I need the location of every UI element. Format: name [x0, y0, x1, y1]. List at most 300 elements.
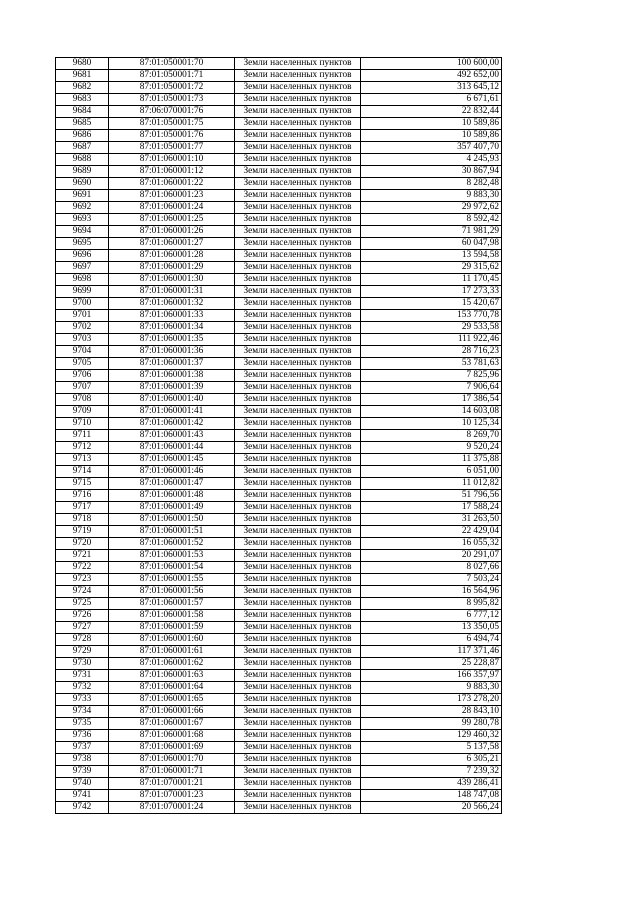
table-row: [56, 322, 502, 334]
cadastral-number-cell: 87:01:060001:12: [109, 166, 235, 178]
land-category-cell: Земли населенных пунктов: [235, 730, 361, 742]
cadastral-value-cell: 22 429,04: [361, 526, 502, 538]
cadastral-value-cell: 17 588,24: [361, 502, 502, 514]
cadastral-value-cell: 8 592,42: [361, 214, 502, 226]
land-category-cell: Земли населенных пунктов: [235, 442, 361, 454]
cadastral-number-cell: 87:01:060001:54: [109, 562, 235, 574]
table-row: [56, 634, 502, 646]
land-category-cell: Земли населенных пунктов: [235, 190, 361, 202]
table-row: [56, 622, 502, 634]
cadastral-number-cell: 87:01:060001:26: [109, 226, 235, 238]
row-number-cell: 9705: [56, 358, 109, 370]
cadastral-value-cell: 117 371,46: [361, 646, 502, 658]
land-category-cell: Земли населенных пунктов: [235, 478, 361, 490]
cadastral-value-cell: 5 137,58: [361, 742, 502, 754]
cadastral-value-cell: 148 747,08: [361, 790, 502, 802]
cadastral-number-cell: 87:01:060001:55: [109, 574, 235, 586]
cadastral-value-cell: 29 972,62: [361, 202, 502, 214]
cadastral-number-cell: 87:01:060001:62: [109, 658, 235, 670]
land-category-cell: Земли населенных пунктов: [235, 238, 361, 250]
cadastral-value-cell: 492 652,00: [361, 70, 502, 82]
cadastral-number-cell: 87:01:060001:22: [109, 178, 235, 190]
cadastral-number-cell: 87:01:060001:51: [109, 526, 235, 538]
cadastral-number-cell: 87:01:060001:24: [109, 202, 235, 214]
row-number-cell: 9720: [56, 538, 109, 550]
cadastral-number-cell: 87:01:060001:39: [109, 382, 235, 394]
cadastral-number-cell: 87:01:060001:33: [109, 310, 235, 322]
row-number-cell: 9738: [56, 754, 109, 766]
table-row: [56, 346, 502, 358]
cadastral-value-cell: 22 832,44: [361, 106, 502, 118]
cadastral-number-cell: 87:01:070001:24: [109, 802, 235, 814]
cadastral-value-cell: 173 278,20: [361, 694, 502, 706]
cadastral-number-cell: 87:01:060001:64: [109, 682, 235, 694]
land-category-cell: Земли населенных пунктов: [235, 670, 361, 682]
row-number-cell: 9723: [56, 574, 109, 586]
row-number-cell: 9703: [56, 334, 109, 346]
land-category-cell: Земли населенных пунктов: [235, 406, 361, 418]
cadastral-number-cell: 87:01:060001:27: [109, 238, 235, 250]
table-row: [56, 130, 502, 142]
cadastral-number-cell: 87:06:070001:76: [109, 106, 235, 118]
land-category-cell: Земли населенных пунктов: [235, 526, 361, 538]
row-number-cell: 9728: [56, 634, 109, 646]
cadastral-value-cell: 11 375,88: [361, 454, 502, 466]
table-row: [56, 430, 502, 442]
row-number-cell: 9697: [56, 262, 109, 274]
table-row: [56, 658, 502, 670]
cadastral-value-cell: 8 269,70: [361, 430, 502, 442]
cadastral-number-cell: 87:01:060001:23: [109, 190, 235, 202]
row-number-cell: 9701: [56, 310, 109, 322]
cadastral-value-cell: 7 503,24: [361, 574, 502, 586]
land-category-cell: Земли населенных пунктов: [235, 370, 361, 382]
table-row: [56, 166, 502, 178]
land-category-cell: Земли населенных пунктов: [235, 490, 361, 502]
cadastral-number-cell: 87:01:060001:36: [109, 346, 235, 358]
land-category-cell: Земли населенных пунктов: [235, 586, 361, 598]
land-category-cell: Земли населенных пунктов: [235, 634, 361, 646]
cadastral-value-cell: 29 533,58: [361, 322, 502, 334]
land-category-cell: Земли населенных пунктов: [235, 418, 361, 430]
land-category-cell: Земли населенных пунктов: [235, 454, 361, 466]
cadastral-value-cell: 166 357,97: [361, 670, 502, 682]
land-category-cell: Земли населенных пунктов: [235, 502, 361, 514]
land-category-cell: Земли населенных пунктов: [235, 778, 361, 790]
table-row: [56, 394, 502, 406]
cadastral-value-cell: 7 906,64: [361, 382, 502, 394]
row-number-cell: 9735: [56, 718, 109, 730]
table-row: [56, 790, 502, 802]
land-category-cell: Земли населенных пунктов: [235, 286, 361, 298]
cadastral-number-cell: 87:01:060001:48: [109, 490, 235, 502]
cadastral-value-cell: 10 589,86: [361, 118, 502, 130]
cadastral-number-cell: 87:01:060001:58: [109, 610, 235, 622]
cadastral-value-cell: 31 263,50: [361, 514, 502, 526]
cadastral-number-cell: 87:01:060001:59: [109, 622, 235, 634]
land-category-cell: Земли населенных пунктов: [235, 262, 361, 274]
cadastral-value-cell: 11 170,45: [361, 274, 502, 286]
cadastral-number-cell: 87:01:060001:63: [109, 670, 235, 682]
cadastral-value-cell: 6 305,21: [361, 754, 502, 766]
table-row: [56, 190, 502, 202]
row-number-cell: 9715: [56, 478, 109, 490]
cadastral-number-cell: 87:01:060001:45: [109, 454, 235, 466]
land-category-cell: Земли населенных пунктов: [235, 130, 361, 142]
row-number-cell: 9727: [56, 622, 109, 634]
cadastral-number-cell: 87:01:060001:44: [109, 442, 235, 454]
cadastral-number-cell: 87:01:060001:67: [109, 718, 235, 730]
cadastral-value-cell: 20 291,07: [361, 550, 502, 562]
cadastral-value-cell: 16 564,96: [361, 586, 502, 598]
row-number-cell: 9681: [56, 70, 109, 82]
land-category-cell: Земли населенных пунктов: [235, 226, 361, 238]
row-number-cell: 9707: [56, 382, 109, 394]
land-category-cell: Земли населенных пунктов: [235, 142, 361, 154]
row-number-cell: 9726: [56, 610, 109, 622]
cadastral-value-cell: 7 239,32: [361, 766, 502, 778]
cadastral-value-cell: 17 273,33: [361, 286, 502, 298]
cadastral-number-cell: 87:01:070001:21: [109, 778, 235, 790]
cadastral-value-cell: 10 589,86: [361, 130, 502, 142]
cadastral-number-cell: 87:01:050001:71: [109, 70, 235, 82]
cadastral-number-cell: 87:01:060001:41: [109, 406, 235, 418]
table-row: [56, 214, 502, 226]
table-row: [56, 382, 502, 394]
row-number-cell: 9684: [56, 106, 109, 118]
row-number-cell: 9708: [56, 394, 109, 406]
land-category-cell: Земли населенных пунктов: [235, 610, 361, 622]
row-number-cell: 9704: [56, 346, 109, 358]
cadastral-value-cell: 20 566,24: [361, 802, 502, 814]
cadastral-number-cell: 87:01:060001:65: [109, 694, 235, 706]
land-category-cell: Земли населенных пунктов: [235, 658, 361, 670]
table-row: [56, 502, 502, 514]
table-row: [56, 526, 502, 538]
cadastral-value-cell: 25 228,87: [361, 658, 502, 670]
cadastral-value-cell: 13 350,05: [361, 622, 502, 634]
land-category-cell: Земли населенных пунктов: [235, 430, 361, 442]
cadastral-number-cell: 87:01:060001:43: [109, 430, 235, 442]
row-number-cell: 9687: [56, 142, 109, 154]
cadastral-value-cell: 313 645,12: [361, 82, 502, 94]
cadastral-value-cell: 60 047,98: [361, 238, 502, 250]
row-number-cell: 9737: [56, 742, 109, 754]
row-number-cell: 9739: [56, 766, 109, 778]
table-row: [56, 742, 502, 754]
cadastral-number-cell: 87:01:060001:50: [109, 514, 235, 526]
cadastral-number-cell: 87:01:050001:73: [109, 94, 235, 106]
cadastral-value-cell: 8 282,48: [361, 178, 502, 190]
row-number-cell: 9712: [56, 442, 109, 454]
cadastral-number-cell: 87:01:060001:56: [109, 586, 235, 598]
row-number-cell: 9724: [56, 586, 109, 598]
land-category-cell: Земли населенных пунктов: [235, 94, 361, 106]
land-category-cell: Земли населенных пунктов: [235, 166, 361, 178]
row-number-cell: 9731: [56, 670, 109, 682]
row-number-cell: 9706: [56, 370, 109, 382]
cadastral-value-cell: 4 245,93: [361, 154, 502, 166]
row-number-cell: 9742: [56, 802, 109, 814]
cadastral-number-cell: 87:01:060001:60: [109, 634, 235, 646]
table-row: [56, 178, 502, 190]
table-row: [56, 718, 502, 730]
land-category-cell: Земли населенных пунктов: [235, 694, 361, 706]
row-number-cell: 9709: [56, 406, 109, 418]
cadastral-value-cell: 8 995,82: [361, 598, 502, 610]
cadastral-value-cell: 28 843,10: [361, 706, 502, 718]
land-category-cell: Земли населенных пунктов: [235, 790, 361, 802]
cadastral-value-cell: 111 922,46: [361, 334, 502, 346]
row-number-cell: 9694: [56, 226, 109, 238]
cadastral-value-cell: 71 981,29: [361, 226, 502, 238]
cadastral-value-cell: 6 671,61: [361, 94, 502, 106]
row-number-cell: 9711: [56, 430, 109, 442]
land-category-cell: Земли населенных пунктов: [235, 622, 361, 634]
table-row: [56, 298, 502, 310]
row-number-cell: 9717: [56, 502, 109, 514]
row-number-cell: 9680: [56, 58, 109, 70]
row-number-cell: 9710: [56, 418, 109, 430]
land-category-cell: Земли населенных пунктов: [235, 742, 361, 754]
table-row: [56, 706, 502, 718]
cadastral-number-cell: 87:01:070001:23: [109, 790, 235, 802]
row-number-cell: 9690: [56, 178, 109, 190]
table-row: [56, 754, 502, 766]
land-registry-table: [55, 57, 502, 814]
cadastral-value-cell: 30 867,94: [361, 166, 502, 178]
land-category-cell: Земли населенных пунктов: [235, 250, 361, 262]
table-row: [56, 418, 502, 430]
table-row: [56, 766, 502, 778]
row-number-cell: 9693: [56, 214, 109, 226]
land-category-cell: Земли населенных пунктов: [235, 70, 361, 82]
cadastral-number-cell: 87:01:060001:66: [109, 706, 235, 718]
cadastral-number-cell: 87:01:060001:34: [109, 322, 235, 334]
table-row: [56, 514, 502, 526]
land-category-cell: Земли населенных пунктов: [235, 394, 361, 406]
table-row: [56, 334, 502, 346]
land-category-cell: Земли населенных пунктов: [235, 466, 361, 478]
land-category-cell: Земли населенных пунктов: [235, 106, 361, 118]
land-category-cell: Земли населенных пунктов: [235, 82, 361, 94]
row-number-cell: 9692: [56, 202, 109, 214]
cadastral-value-cell: 11 012,82: [361, 478, 502, 490]
table-row: [56, 730, 502, 742]
cadastral-value-cell: 9 883,30: [361, 682, 502, 694]
row-number-cell: 9730: [56, 658, 109, 670]
table-row: [56, 550, 502, 562]
table-row: [56, 406, 502, 418]
cadastral-number-cell: 87:01:060001:70: [109, 754, 235, 766]
land-category-cell: Земли населенных пунктов: [235, 562, 361, 574]
cadastral-value-cell: 6 494,74: [361, 634, 502, 646]
land-category-cell: Земли населенных пунктов: [235, 214, 361, 226]
cadastral-value-cell: 53 781,63: [361, 358, 502, 370]
cadastral-number-cell: 87:01:060001:57: [109, 598, 235, 610]
table-row: [56, 202, 502, 214]
table-row: [56, 94, 502, 106]
cadastral-value-cell: 15 420,67: [361, 298, 502, 310]
row-number-cell: 9714: [56, 466, 109, 478]
row-number-cell: 9699: [56, 286, 109, 298]
cadastral-value-cell: 6 777,12: [361, 610, 502, 622]
table-row: [56, 454, 502, 466]
cadastral-number-cell: 87:01:060001:40: [109, 394, 235, 406]
row-number-cell: 9682: [56, 82, 109, 94]
row-number-cell: 9722: [56, 562, 109, 574]
row-number-cell: 9736: [56, 730, 109, 742]
row-number-cell: 9702: [56, 322, 109, 334]
cadastral-number-cell: 87:01:060001:46: [109, 466, 235, 478]
cadastral-number-cell: 87:01:060001:30: [109, 274, 235, 286]
table-row: [56, 586, 502, 598]
row-number-cell: 9686: [56, 130, 109, 142]
cadastral-value-cell: 8 027,66: [361, 562, 502, 574]
table-row: [56, 310, 502, 322]
land-category-cell: Земли населенных пунктов: [235, 298, 361, 310]
cadastral-value-cell: 129 460,32: [361, 730, 502, 742]
row-number-cell: 9741: [56, 790, 109, 802]
cadastral-value-cell: 16 055,32: [361, 538, 502, 550]
row-number-cell: 9732: [56, 682, 109, 694]
cadastral-number-cell: 87:01:050001:77: [109, 142, 235, 154]
table-row: [56, 250, 502, 262]
cadastral-value-cell: 13 594,58: [361, 250, 502, 262]
row-number-cell: 9721: [56, 550, 109, 562]
cadastral-value-cell: 9 520,24: [361, 442, 502, 454]
row-number-cell: 9716: [56, 490, 109, 502]
table-row: [56, 118, 502, 130]
cadastral-value-cell: 357 407,70: [361, 142, 502, 154]
table-row: [56, 70, 502, 82]
row-number-cell: 9725: [56, 598, 109, 610]
land-category-cell: Земли населенных пунктов: [235, 154, 361, 166]
table-row: [56, 370, 502, 382]
table-row: [56, 694, 502, 706]
cadastral-value-cell: 17 386,54: [361, 394, 502, 406]
land-category-cell: Земли населенных пунктов: [235, 322, 361, 334]
table-row: [56, 142, 502, 154]
row-number-cell: 9719: [56, 526, 109, 538]
cadastral-number-cell: 87:01:050001:76: [109, 130, 235, 142]
land-category-cell: Земли населенных пунктов: [235, 574, 361, 586]
cadastral-value-cell: 100 600,00: [361, 58, 502, 70]
land-category-cell: Земли населенных пунктов: [235, 202, 361, 214]
table-row: [56, 670, 502, 682]
cadastral-number-cell: 87:01:060001:29: [109, 262, 235, 274]
row-number-cell: 9696: [56, 250, 109, 262]
table-row: [56, 274, 502, 286]
land-category-cell: Земли населенных пунктов: [235, 514, 361, 526]
row-number-cell: 9689: [56, 166, 109, 178]
cadastral-number-cell: 87:01:060001:10: [109, 154, 235, 166]
land-category-cell: Земли населенных пунктов: [235, 538, 361, 550]
table-row: [56, 226, 502, 238]
cadastral-value-cell: 6 051,00: [361, 466, 502, 478]
cadastral-number-cell: 87:01:060001:52: [109, 538, 235, 550]
land-category-cell: Земли населенных пунктов: [235, 382, 361, 394]
cadastral-number-cell: 87:01:060001:61: [109, 646, 235, 658]
table-row: [56, 610, 502, 622]
cadastral-value-cell: 9 883,30: [361, 190, 502, 202]
row-number-cell: 9733: [56, 694, 109, 706]
land-category-cell: Земли населенных пунктов: [235, 802, 361, 814]
land-category-cell: Земли населенных пунктов: [235, 310, 361, 322]
cadastral-value-cell: 99 280,78: [361, 718, 502, 730]
row-number-cell: 9688: [56, 154, 109, 166]
row-number-cell: 9685: [56, 118, 109, 130]
cadastral-number-cell: 87:01:060001:32: [109, 298, 235, 310]
cadastral-value-cell: 14 603,08: [361, 406, 502, 418]
cadastral-value-cell: 7 825,96: [361, 370, 502, 382]
table-row: [56, 442, 502, 454]
cadastral-number-cell: 87:01:050001:75: [109, 118, 235, 130]
land-category-cell: Земли населенных пунктов: [235, 346, 361, 358]
land-category-cell: Земли населенных пунктов: [235, 178, 361, 190]
table-row: [56, 646, 502, 658]
land-category-cell: Земли населенных пунктов: [235, 706, 361, 718]
land-category-cell: Земли населенных пунктов: [235, 274, 361, 286]
cadastral-value-cell: 29 315,62: [361, 262, 502, 274]
row-number-cell: 9698: [56, 274, 109, 286]
row-number-cell: 9740: [56, 778, 109, 790]
cadastral-value-cell: 439 286,41: [361, 778, 502, 790]
cadastral-number-cell: 87:01:050001:72: [109, 82, 235, 94]
table-row: [56, 154, 502, 166]
table-row: [56, 478, 502, 490]
table-row: [56, 238, 502, 250]
land-category-cell: Земли населенных пунктов: [235, 766, 361, 778]
cadastral-number-cell: 87:01:050001:70: [109, 58, 235, 70]
table-row: [56, 58, 502, 70]
table-row: [56, 574, 502, 586]
cadastral-number-cell: 87:01:060001:35: [109, 334, 235, 346]
row-number-cell: 9683: [56, 94, 109, 106]
table-row: [56, 562, 502, 574]
row-number-cell: 9700: [56, 298, 109, 310]
cadastral-value-cell: 153 770,78: [361, 310, 502, 322]
row-number-cell: 9695: [56, 238, 109, 250]
land-category-cell: Земли населенных пунктов: [235, 358, 361, 370]
cadastral-number-cell: 87:01:060001:53: [109, 550, 235, 562]
table-row: [56, 598, 502, 610]
land-category-cell: Земли населенных пунктов: [235, 754, 361, 766]
table-row: [56, 286, 502, 298]
cadastral-value-cell: 51 796,56: [361, 490, 502, 502]
cadastral-number-cell: 87:01:060001:37: [109, 358, 235, 370]
land-category-cell: Земли населенных пунктов: [235, 58, 361, 70]
table-body: [56, 58, 502, 814]
cadastral-number-cell: 87:01:060001:71: [109, 766, 235, 778]
cadastral-number-cell: 87:01:060001:69: [109, 742, 235, 754]
land-category-cell: Земли населенных пунктов: [235, 118, 361, 130]
row-number-cell: 9691: [56, 190, 109, 202]
land-category-cell: Земли населенных пунктов: [235, 682, 361, 694]
table-row: [56, 778, 502, 790]
row-number-cell: 9734: [56, 706, 109, 718]
table-row: [56, 538, 502, 550]
land-category-cell: Земли населенных пунктов: [235, 718, 361, 730]
cadastral-number-cell: 87:01:060001:38: [109, 370, 235, 382]
cadastral-number-cell: 87:01:060001:49: [109, 502, 235, 514]
cadastral-number-cell: 87:01:060001:28: [109, 250, 235, 262]
land-category-cell: Земли населенных пунктов: [235, 598, 361, 610]
table-row: [56, 262, 502, 274]
table-row: [56, 682, 502, 694]
table-row: [56, 802, 502, 814]
cadastral-value-cell: 28 716,23: [361, 346, 502, 358]
